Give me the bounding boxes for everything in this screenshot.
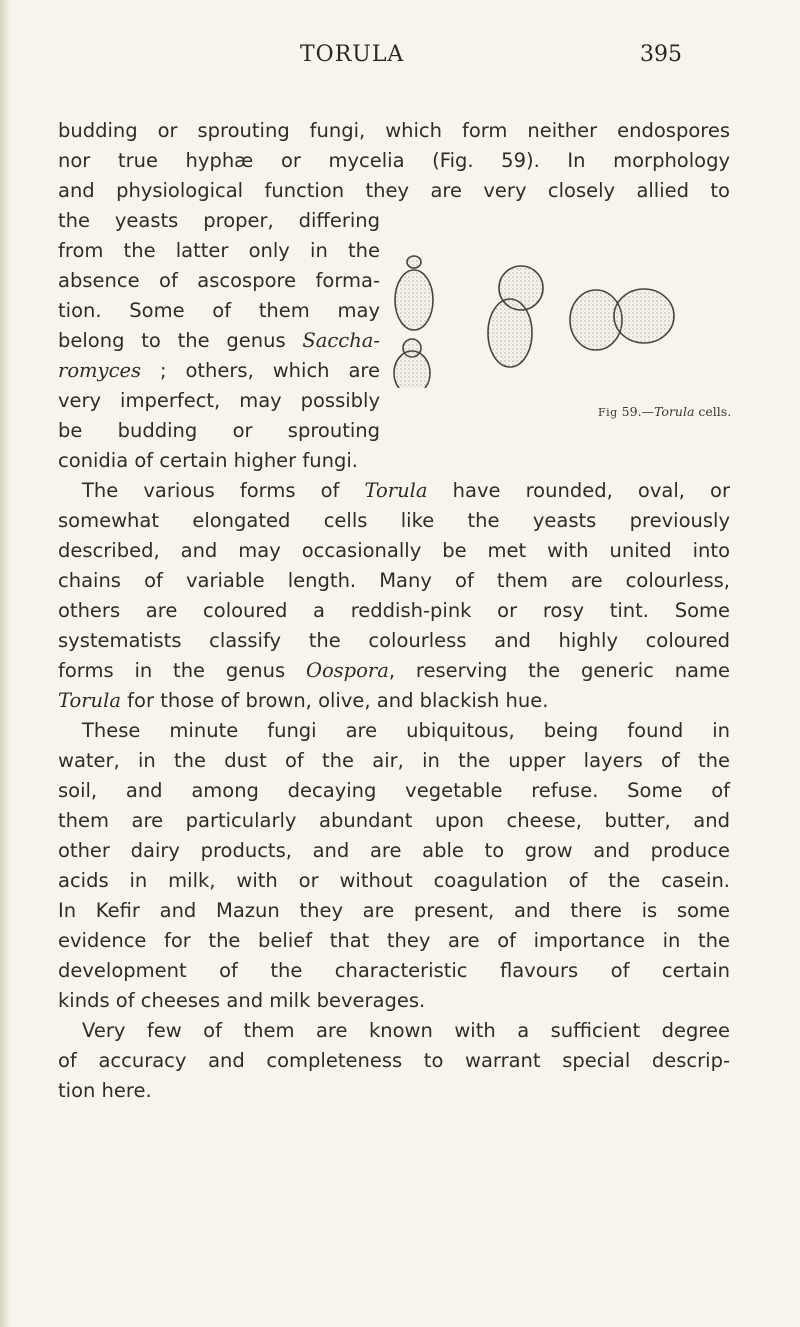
torula-cells-illustration <box>384 248 714 388</box>
text-span: for those of brown, olive, and blackish hue. <box>120 689 549 712</box>
italic-genus: Saccha- <box>302 329 380 352</box>
text-line <box>58 479 730 503</box>
text-line: acids in milk, with or without coagulation of the casein. <box>58 869 730 892</box>
text-line: and physiological function they are very closely allied to <box>58 179 730 202</box>
text-span: , reserving the generic name <box>388 659 730 682</box>
text-line <box>58 329 380 353</box>
text-span: The various forms of <box>82 479 365 502</box>
text-line: very imperfect, may possibly <box>58 389 380 412</box>
text-line <box>58 689 548 713</box>
caption-italic: Torula <box>654 404 695 419</box>
text-line: be budding or sprouting <box>58 419 380 442</box>
text-line: the yeasts proper, differing <box>58 209 380 232</box>
text-line: budding or sprouting fungi, which form neither endospores <box>58 119 730 142</box>
caption-number: 59.— <box>617 404 655 419</box>
text-line: chains of variable length. Many of them are colourless, <box>58 569 730 592</box>
text-span: have rounded, oval, or <box>427 479 730 502</box>
text-line <box>58 659 730 683</box>
text-line: In Kefir and Mazun they are present, and there is some <box>58 899 730 922</box>
text-line: kinds of cheeses and milk beverages. <box>58 989 426 1012</box>
text-line: others are coloured a reddish-pink or rosy tint. Some <box>58 599 730 622</box>
italic-genus: Oospora <box>305 659 389 682</box>
text-span: forms in the genus <box>58 659 306 682</box>
text-line: soil, and among decaying vegetable refuse. Some of <box>58 779 730 802</box>
figure-torula-cells <box>384 248 714 388</box>
text-line: other dairy products, and are able to grow and produce <box>58 839 730 862</box>
page-number: 395 <box>640 42 682 67</box>
caption-prefix: Fig <box>598 406 618 419</box>
caption-suffix: cells. <box>694 404 732 419</box>
italic-genus: Torula <box>364 479 428 502</box>
text-line: water, in the dust of the air, in the upper layers of the <box>58 749 730 772</box>
text-line: development of the characteristic flavours of certain <box>58 959 730 982</box>
text-line: tion here. <box>58 1079 152 1102</box>
text-line: Very few of them are known with a sufficient degree <box>82 1019 730 1042</box>
text-line: of accuracy and completeness to warrant special descrip- <box>58 1049 730 1072</box>
text-line: These minute fungi are ubiquitous, being found in <box>82 719 730 742</box>
text-line: from the latter only in the <box>58 239 380 262</box>
cell-group-3 <box>570 289 674 350</box>
cell-group-1 <box>394 256 433 388</box>
text-span: belong to the genus <box>58 329 303 352</box>
text-line: evidence for the belief that they are of importance in the <box>58 929 730 952</box>
text-line: nor true hyphæ or mycelia (Fig. 59). In morphology <box>58 149 730 172</box>
text-line: tion. Some of them may <box>58 299 380 322</box>
page-edge <box>0 0 10 1327</box>
page-header <box>0 42 800 82</box>
figure-caption <box>598 404 731 419</box>
running-head: TORULA <box>300 42 405 67</box>
text-line: absence of ascospore forma- <box>58 269 380 292</box>
text-span: ; others, which are <box>141 359 380 382</box>
text-line: described, and may occasionally be met with united into <box>58 539 730 562</box>
text-line: conidia of certain higher fungi. <box>58 449 358 472</box>
text-line: somewhat elongated cells like the yeasts previously <box>58 509 730 532</box>
text-line: systematists classify the colourless and highly coloured <box>58 629 730 652</box>
italic-genus: romyces <box>58 359 142 382</box>
text-line <box>58 359 380 383</box>
cell-group-2 <box>488 266 543 367</box>
italic-genus: Torula <box>58 689 121 712</box>
text-line: them are particularly abundant upon cheese, butter, and <box>58 809 730 832</box>
